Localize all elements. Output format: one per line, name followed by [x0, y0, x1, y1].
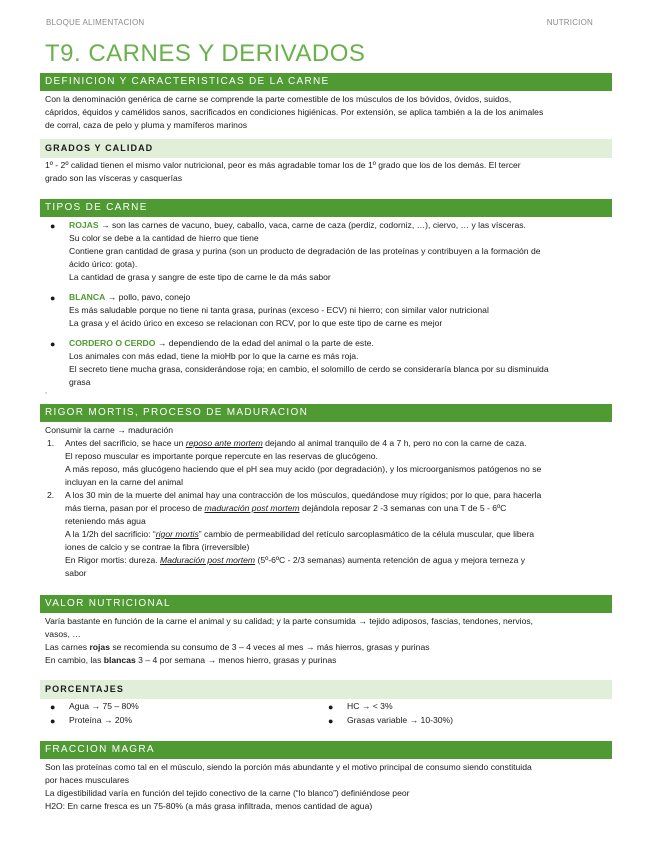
text-run: 3 – 4 por semana → menos hierro, grasas y purinas — [135, 655, 337, 665]
emphasis-term: rigor mortis — [155, 529, 199, 539]
bullet-icon: ● — [50, 702, 56, 712]
list-item-blanca — [69, 291, 190, 304]
text-run: Las carnes — [45, 642, 90, 652]
list-item-line — [65, 437, 527, 450]
bullet-icon: ● — [50, 293, 56, 303]
list-item-line — [65, 502, 506, 515]
item-text: → son las carnes de vacuno, buey, caballo, vaca, carne de caza (perdiz, codorniz, …), ciervo, … y las vísceras. — [98, 220, 526, 230]
text-run: Antes del sacrificio, se hace un — [65, 438, 186, 448]
paragraph-line: Son las proteínas como tal en el músculo, siendo la porción más abundante y el motivo principal de consumo siendo constituida — [45, 762, 532, 772]
paragraph-line: ácido úrico: gota). — [69, 259, 138, 269]
paragraph-line: Su color se debe a la cantidad de hierro que tiene — [69, 233, 259, 243]
paragraph-line: H2O: En carne fresca es un 75-80% (a más grasa infiltrada, menos cantidad de agua) — [45, 801, 373, 811]
bullet-icon: ● — [50, 339, 56, 349]
paragraph-line — [45, 654, 336, 667]
section-heading-definicion: DEFINICION Y CARACTERISTICAS DE LA CARNE — [40, 73, 612, 91]
running-header-left: BLOQUE ALIMENTACION — [46, 18, 145, 27]
paragraph-line: Consumir la carne → maduración — [45, 425, 174, 435]
page-title: T9. CARNES Y DERIVADOS — [45, 40, 366, 67]
paragraph-line: reteniendo más agua — [65, 516, 146, 526]
text-run: En Rigor mortis: dureza. — [65, 555, 161, 565]
text-run: dejándola reposar 2 -3 semanas con una T de 5 - 6ºC — [299, 503, 507, 513]
section-heading-rigor-mortis: RIGOR MORTIS, PROCESO DE MADURACION — [40, 404, 612, 422]
paragraph-line: Es más saludable porque no tiene ni tanta grasa, purinas (exceso - ECV) ni hierro; con similar valor nutricional — [69, 305, 489, 315]
emphasis-term: maduración post mortem — [204, 503, 300, 513]
list-item-cordero-cerdo — [69, 337, 374, 350]
paragraph-line: A más reposo, más glucógeno haciendo que el pH sea muy acido (por degradación), y los microorganismos patógenos no se — [65, 464, 542, 474]
paragraph-line: Varía bastante en función de la carne el animal y su calidad; y la parte consumida → tejido adiposos, fascias, tendones, nervios, — [45, 616, 534, 626]
paragraph-line: vasos, … — [45, 629, 81, 639]
text-run: más tierna, pasan por el proceso de — [65, 503, 205, 513]
bullet-icon: ● — [328, 702, 334, 712]
label-cordero-cerdo: CORDERO O CERDO — [69, 338, 156, 348]
item-text: → dependiendo de la edad del animal o la parte de este. — [155, 338, 374, 348]
list-item: Agua → 75 – 80% — [69, 701, 139, 711]
paragraph-line: Los animales con más edad, tiene la mioHb por lo que la carne es más roja. — [69, 351, 359, 361]
paragraph-line — [45, 641, 430, 654]
list-item: Grasas variable → 10-30%) — [347, 715, 454, 725]
paragraph-line: de corral, caza de pelo y pluma y mamíferos marinos — [45, 120, 248, 130]
paragraph-line: sabor — [65, 568, 87, 578]
label-blanca: BLANCA — [69, 292, 106, 302]
paragraph-line: cápridos, équidos y camélidos sanos, sacrificados en condiciones higiénicas. Por extensión, se aplica también a la de los animales — [45, 107, 544, 117]
paragraph-line: Con la denominación genérica de carne se comprende la parte comestible de los músculos de los bóvidos, óvidos, suidos, — [45, 94, 512, 104]
section-heading-valor-nutricional: VALOR NUTRICIONAL — [40, 595, 612, 613]
paragraph-line: La cantidad de grasa y sangre de este tipo de carne le da más sabor — [69, 272, 331, 282]
text-run: A la 1/2h del sacrificio: “ — [65, 529, 156, 539]
paragraph-line: El secreto tiene mucha grasa, considerándose roja; en cambio, el solomillo de cerdo se consideraría blanca por su disminuida — [69, 364, 549, 374]
paragraph-line: La grasa y el ácido úrico en exceso se relacionan con RCV, por lo que este tipo de carne es mejor — [69, 318, 443, 328]
running-header-right: NUTRICION — [546, 18, 593, 27]
paragraph-line: grasa — [69, 377, 91, 387]
text-run: dejando al animal tranquilo de 4 a 7 h, pero no con la carne de caza. — [262, 438, 527, 448]
item-text: → pollo, pavo, conejo — [105, 292, 191, 302]
list-number: 2. — [47, 490, 55, 500]
paragraph-line: Contiene gran cantidad de grasa y purina (son un producto de degradación de las proteínas y contribuyen a la formación de — [69, 246, 541, 256]
stray-mark: , — [45, 388, 47, 395]
bold-term: blancas — [103, 655, 136, 665]
label-rojas: ROJAS — [69, 220, 99, 230]
paragraph-line: por haces musculares — [45, 775, 130, 785]
list-item: Proteína → 20% — [69, 715, 133, 725]
list-item-line — [65, 528, 534, 541]
paragraph-line: La digestibilidad varía en función del tejido conectivo de la carne (“lo blanco”) definiéndose peor — [45, 788, 410, 798]
list-item-rojas — [69, 219, 526, 232]
paragraph-line: grado son las vísceras y casquerías — [45, 173, 183, 183]
text-run: se recomienda su consumo de 3 – 4 veces al mes → más hierros, grasas y purinas — [109, 642, 430, 652]
paragraph-line: incluyan en la carne del animal — [65, 477, 183, 487]
section-heading-fraccion-magra: FRACCION MAGRA — [40, 741, 612, 759]
paragraph-line: iones de calcio y se contrae la fibra (irreversible) — [65, 542, 250, 552]
text-run: ” cambio de permeabilidad del retículo sarcoplasmático de la célula muscular, que libera — [198, 529, 535, 539]
subsection-heading-porcentajes: PORCENTAJES — [40, 680, 612, 699]
paragraph-line: A los 30 min de la muerte del animal hay una contracción de los músculos, quedándose muy rígidos; por lo que, para hacerla — [65, 490, 542, 500]
emphasis-term: Maduración post mortem — [160, 555, 256, 565]
text-run: En cambio, las — [45, 655, 104, 665]
paragraph-line: El reposo muscular es importante porque repercute en las reservas de glucógeno. — [65, 451, 378, 461]
subsection-heading-grados: GRADOS Y CALIDAD — [40, 139, 612, 158]
bullet-icon: ● — [50, 716, 56, 726]
list-item: HC → < 3% — [347, 701, 393, 711]
text-run: (5º-6ºC - 2/3 semanas) aumenta retención de agua y mejora terneza y — [255, 555, 526, 565]
bold-term: rojas — [89, 642, 110, 652]
emphasis-term: reposo ante mortem — [185, 438, 263, 448]
section-heading-tipos: TIPOS DE CARNE — [40, 199, 612, 217]
paragraph-line: 1º - 2º calidad tienen el mismo valor nutricional, peor es más agradable tomar los de 1º grado que los de los demás. El tercer — [45, 160, 521, 170]
bullet-icon: ● — [50, 221, 56, 231]
list-item-line — [65, 554, 525, 567]
bullet-icon: ● — [328, 716, 334, 726]
list-number: 1. — [47, 438, 55, 448]
